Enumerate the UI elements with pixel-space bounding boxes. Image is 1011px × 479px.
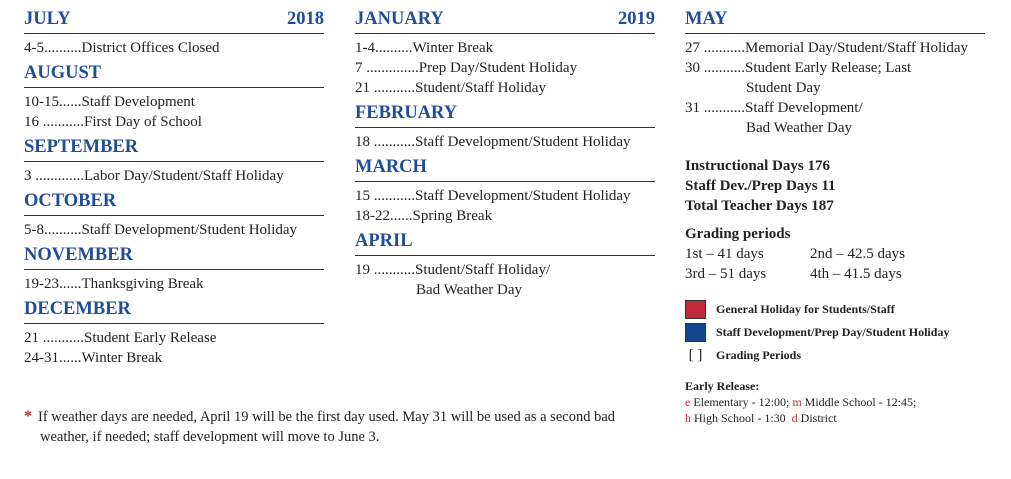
event-entry: [685, 38, 985, 58]
month-heading: [24, 298, 324, 324]
legend-staff-dev-label: Staff Development/Prep Day/Student Holiday: [716, 324, 950, 339]
event-text: 19 ...........Student/Staff Holiday/: [355, 262, 551, 278]
legend-holiday-label: General Holiday for Students/Staff: [716, 301, 895, 316]
month-april: [355, 226, 655, 300]
legend: [685, 298, 985, 366]
month-name: APRIL: [355, 231, 413, 251]
event-text: 18-22......Spring Break: [355, 208, 493, 224]
event-text: 27 ...........Memorial Day/Student/Staff Holiday: [685, 40, 969, 56]
event-text: 21 ...........Student Early Release: [24, 330, 217, 346]
month-february: [355, 98, 655, 152]
event-text: 1-4..........Winter Break: [355, 40, 494, 56]
month-october: [24, 186, 324, 240]
weather-footnote: [24, 407, 664, 447]
event-entry: [355, 206, 655, 226]
event-text: 19-23......Thanksgiving Break: [24, 276, 204, 292]
event-list: [355, 256, 655, 300]
month-heading: [24, 190, 324, 216]
month-december: [24, 294, 324, 368]
staff-dev-swatch: [685, 323, 706, 342]
event-entry: [24, 92, 324, 112]
month-name: FEBRUARY: [355, 103, 458, 123]
event-entry: [24, 328, 324, 348]
event-entry: [355, 260, 655, 300]
event-entry: [355, 38, 655, 58]
month-name: AUGUST: [24, 63, 102, 83]
month-heading: [24, 244, 324, 270]
label-high-school: High School - 1:30: [694, 411, 786, 425]
legend-holiday: [685, 298, 985, 320]
code-m: m: [792, 395, 802, 409]
event-entry: [355, 78, 655, 98]
event-entry: [685, 98, 985, 138]
event-entry: [24, 112, 324, 132]
code-d: d: [791, 411, 798, 425]
early-release: [685, 378, 985, 426]
total-teacher-days: Total Teacher Days 187: [685, 198, 834, 214]
event-text: 4-5..........District Offices Closed: [24, 40, 220, 56]
event-entry: [24, 348, 324, 368]
event-list: [24, 324, 324, 368]
event-entry: [355, 58, 655, 78]
month-year: 2018: [287, 9, 324, 29]
event-text: 3 .............Labor Day/Student/Staff Holiday: [24, 168, 284, 184]
footnote-line-2: weather, if needed; staff development will move to June 3.: [40, 429, 380, 445]
calendar-column-2: [355, 8, 655, 300]
staff-dev-days: Staff Dev./Prep Days 11: [685, 178, 836, 194]
label-middle-school: Middle School - 12:45;: [804, 395, 917, 409]
month-name: NOVEMBER: [24, 245, 133, 265]
event-text: 5-8..........Staff Development/Student Holiday: [24, 222, 298, 238]
month-heading: [355, 102, 655, 128]
event-list: [24, 88, 324, 132]
early-release-line-2: [685, 410, 985, 426]
month-year: 2019: [618, 9, 655, 29]
month-january: [355, 8, 655, 98]
event-text-continued: Bad Weather Day: [746, 120, 852, 136]
month-heading: [24, 136, 324, 162]
day-totals: [685, 156, 985, 216]
event-text: 21 ...........Student/Staff Holiday: [355, 80, 546, 96]
event-list: [355, 34, 655, 98]
grading-periods-title: Grading periods: [685, 226, 791, 242]
month-name: SEPTEMBER: [24, 137, 139, 157]
footnote-line-1: If weather days are needed, April 19 will be the first day used. May 31 will be used as a second bad: [38, 409, 616, 425]
grading-period-3: 3rd – 51 days: [685, 266, 767, 282]
month-heading: [355, 156, 655, 182]
month-november: [24, 240, 324, 294]
event-list: [24, 216, 324, 240]
asterisk-icon: *: [24, 408, 32, 425]
month-september: [24, 132, 324, 186]
event-text-continued: Bad Weather Day: [416, 282, 522, 298]
month-name: JULY: [24, 9, 71, 29]
month-name: MAY: [685, 9, 728, 29]
code-e: e: [685, 395, 691, 409]
event-entry: [355, 186, 655, 206]
calendar-column-3: [685, 8, 985, 426]
grading-period-1: 1st – 41 days: [685, 246, 764, 262]
label-district: District: [800, 411, 837, 425]
month-name: MARCH: [355, 157, 427, 177]
event-text: 24-31......Winter Break: [24, 350, 163, 366]
month-name: DECEMBER: [24, 299, 131, 319]
event-text: 10-15......Staff Development: [24, 94, 195, 110]
event-text: 18 ...........Staff Development/Student Holiday: [355, 134, 631, 150]
instructional-days: Instructional Days 176: [685, 158, 831, 174]
label-elementary: Elementary - 12:00;: [693, 395, 790, 409]
grading-period-2: 2nd – 42.5 days: [810, 246, 905, 262]
early-release-line-1: [685, 394, 985, 410]
event-entry: [355, 132, 655, 152]
month-name: OCTOBER: [24, 191, 117, 211]
event-entry: [24, 38, 324, 58]
month-august: [24, 58, 324, 132]
month-heading: [355, 8, 655, 34]
month-heading: [24, 62, 324, 88]
event-list: [24, 270, 324, 294]
event-text: 7 ..............Prep Day/Student Holiday: [355, 60, 578, 76]
month-may: [685, 8, 985, 138]
bracket-icon: [ ]: [688, 346, 703, 363]
legend-staff-dev: [685, 321, 985, 343]
month-heading: [355, 230, 655, 256]
may-section-slot: [685, 8, 985, 138]
event-list: [24, 162, 324, 186]
event-text: 15 ...........Staff Development/Student Holiday: [355, 188, 631, 204]
event-list: [24, 34, 324, 58]
event-entry: [24, 274, 324, 294]
event-text: 16 ...........First Day of School: [24, 114, 202, 130]
grading-periods-grid: [685, 244, 985, 284]
holiday-swatch: [685, 300, 706, 319]
month-name: JANUARY: [355, 9, 444, 29]
early-release-title: Early Release:: [685, 379, 760, 393]
month-heading: [685, 8, 985, 34]
event-text: 30 ...........Student Early Release; Last: [685, 60, 912, 76]
code-h: h: [685, 411, 691, 425]
calendar-column-1: [24, 8, 324, 368]
event-text-continued: Student Day: [746, 80, 821, 96]
event-entry: [685, 58, 985, 98]
month-july: [24, 8, 324, 58]
event-text: 31 ...........Staff Development/: [685, 100, 863, 116]
legend-grading: [685, 344, 985, 366]
event-entry: [24, 166, 324, 186]
month-march: [355, 152, 655, 226]
grading-period-4: 4th – 41.5 days: [810, 266, 902, 282]
event-list: [355, 128, 655, 152]
legend-grading-label: Grading Periods: [716, 347, 802, 362]
month-heading: [24, 8, 324, 34]
event-list: [355, 182, 655, 226]
event-entry: [24, 220, 324, 240]
event-list: [685, 34, 985, 138]
